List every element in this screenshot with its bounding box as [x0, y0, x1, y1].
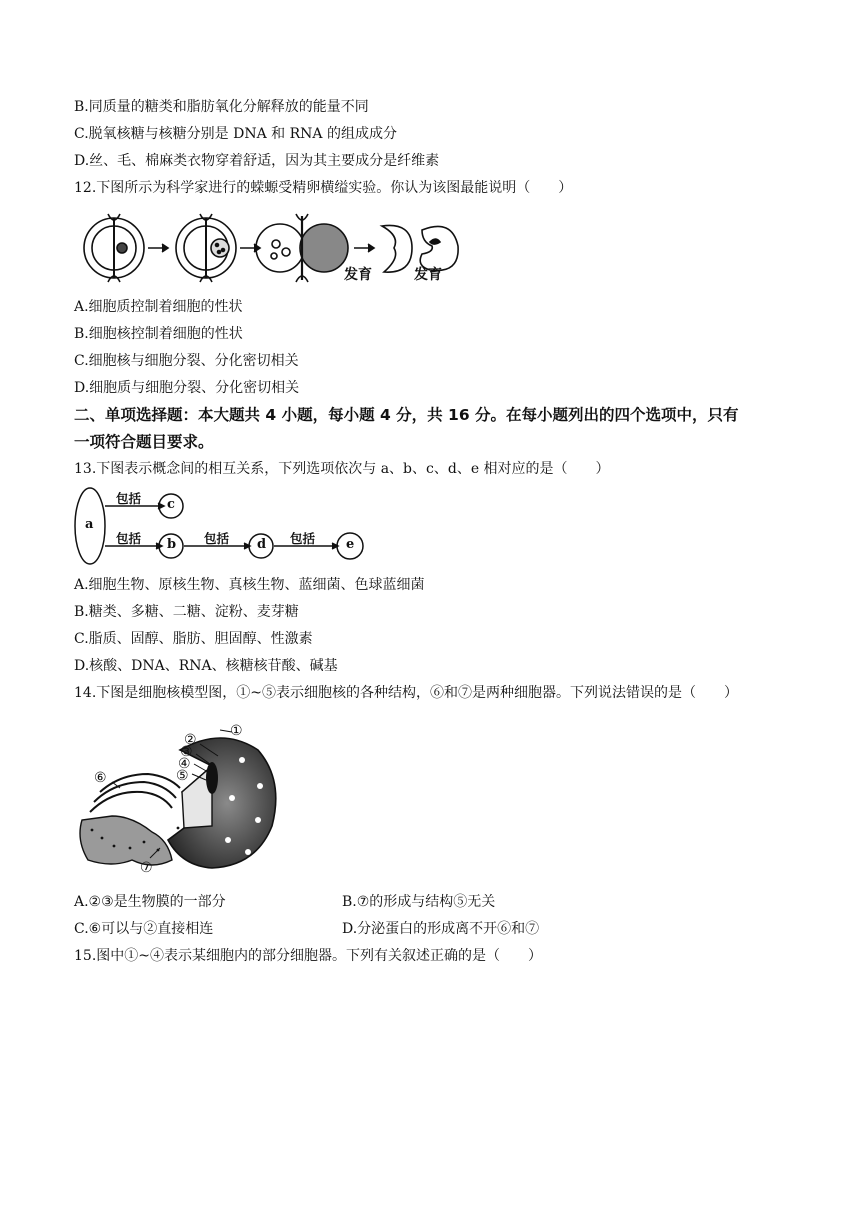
q15-stem: 15.图中①~④表示某细胞内的部分细胞器。下列有关叙述正确的是（ ）: [74, 948, 542, 964]
q12-figure-label-1: 发育: [344, 267, 372, 283]
node-b: b: [167, 537, 177, 552]
node-d: d: [257, 537, 267, 552]
q13-option-a: A.细胞生物、原核生物、真核生物、蓝细菌、色球蓝细菌: [74, 577, 425, 593]
q11-option-d: D.丝、毛、棉麻类衣物穿着舒适，因为其主要成分是纤维素: [74, 153, 440, 169]
edge-label-a-b: 包括: [116, 531, 142, 546]
q14-stem: 14.下图是细胞核模型图，①~⑤表示细胞核的各种结构，⑥和⑦是两种细胞器。下列说法错误的是（ ）: [74, 685, 738, 701]
label-1: ①: [230, 723, 243, 739]
label-6: ⑥: [94, 770, 107, 786]
q12-option-c: C.细胞核与细胞分裂、分化密切相关: [74, 353, 299, 369]
q13-concept-diagram: [72, 486, 392, 568]
q13-option-d: D.核酸、DNA、RNA、核糖核苷酸、碱基: [74, 658, 338, 674]
edge-label-a-c: 包括: [116, 491, 142, 506]
q12-figure-label-2: 发育: [414, 267, 442, 283]
label-3: ③: [180, 744, 193, 760]
q14-option-b: B.⑦的形成与结构⑤无关: [342, 894, 496, 910]
label-2: ②: [184, 732, 197, 748]
q12-stem: 12.下图所示为科学家进行的蝾螈受精卵横缢实验。你认为该图最能说明（ ）: [74, 180, 573, 196]
q11-option-b: B.同质量的糖类和脂肪氧化分解释放的能量不同: [74, 99, 369, 115]
node-e: e: [346, 537, 355, 552]
q13-option-c: C.脂质、固醇、脂肪、胆固醇、性激素: [74, 631, 313, 647]
node-a: a: [85, 517, 94, 532]
q14-option-a: A.②③是生物膜的一部分: [74, 894, 226, 910]
q12-option-d: D.细胞质与细胞分裂、分化密切相关: [74, 380, 300, 396]
q14-option-d: D.分泌蛋白的形成离不开⑥和⑦: [342, 921, 540, 937]
edge-label-d-e: 包括: [290, 531, 316, 546]
label-7: ⑦: [140, 860, 153, 876]
label-5: ⑤: [176, 768, 189, 784]
q13-option-b: B.糖类、多糖、二糖、淀粉、麦芽糖: [74, 604, 299, 620]
edge-label-b-d: 包括: [204, 531, 230, 546]
q14-option-c: C.⑥可以与②直接相连: [74, 921, 214, 937]
section-2-heading-line-2: 一项符合题目要求。: [74, 433, 214, 451]
q12-option-a: A.细胞质控制着细胞的性状: [74, 299, 243, 315]
label-4: ④: [178, 756, 191, 772]
node-c: c: [167, 497, 175, 512]
q13-stem: 13.下图表示概念间的相互关系，下列选项依次与 a、b、c、d、e 相对应的是（ ）: [74, 461, 610, 477]
q12-option-b: B.细胞核控制着细胞的性状: [74, 326, 243, 342]
q11-option-c: C.脱氧核糖与核糖分别是 DNA 和 RNA 的组成成分: [74, 126, 397, 142]
q14-nucleus-model-figure: [72, 720, 292, 880]
q12-newt-egg-figure: [72, 212, 472, 288]
section-2-heading-line-1: 二、单项选择题：本大题共 4 小题，每小题 4 分，共 16 分。在每小题列出的四个选项中，只有: [74, 406, 739, 424]
